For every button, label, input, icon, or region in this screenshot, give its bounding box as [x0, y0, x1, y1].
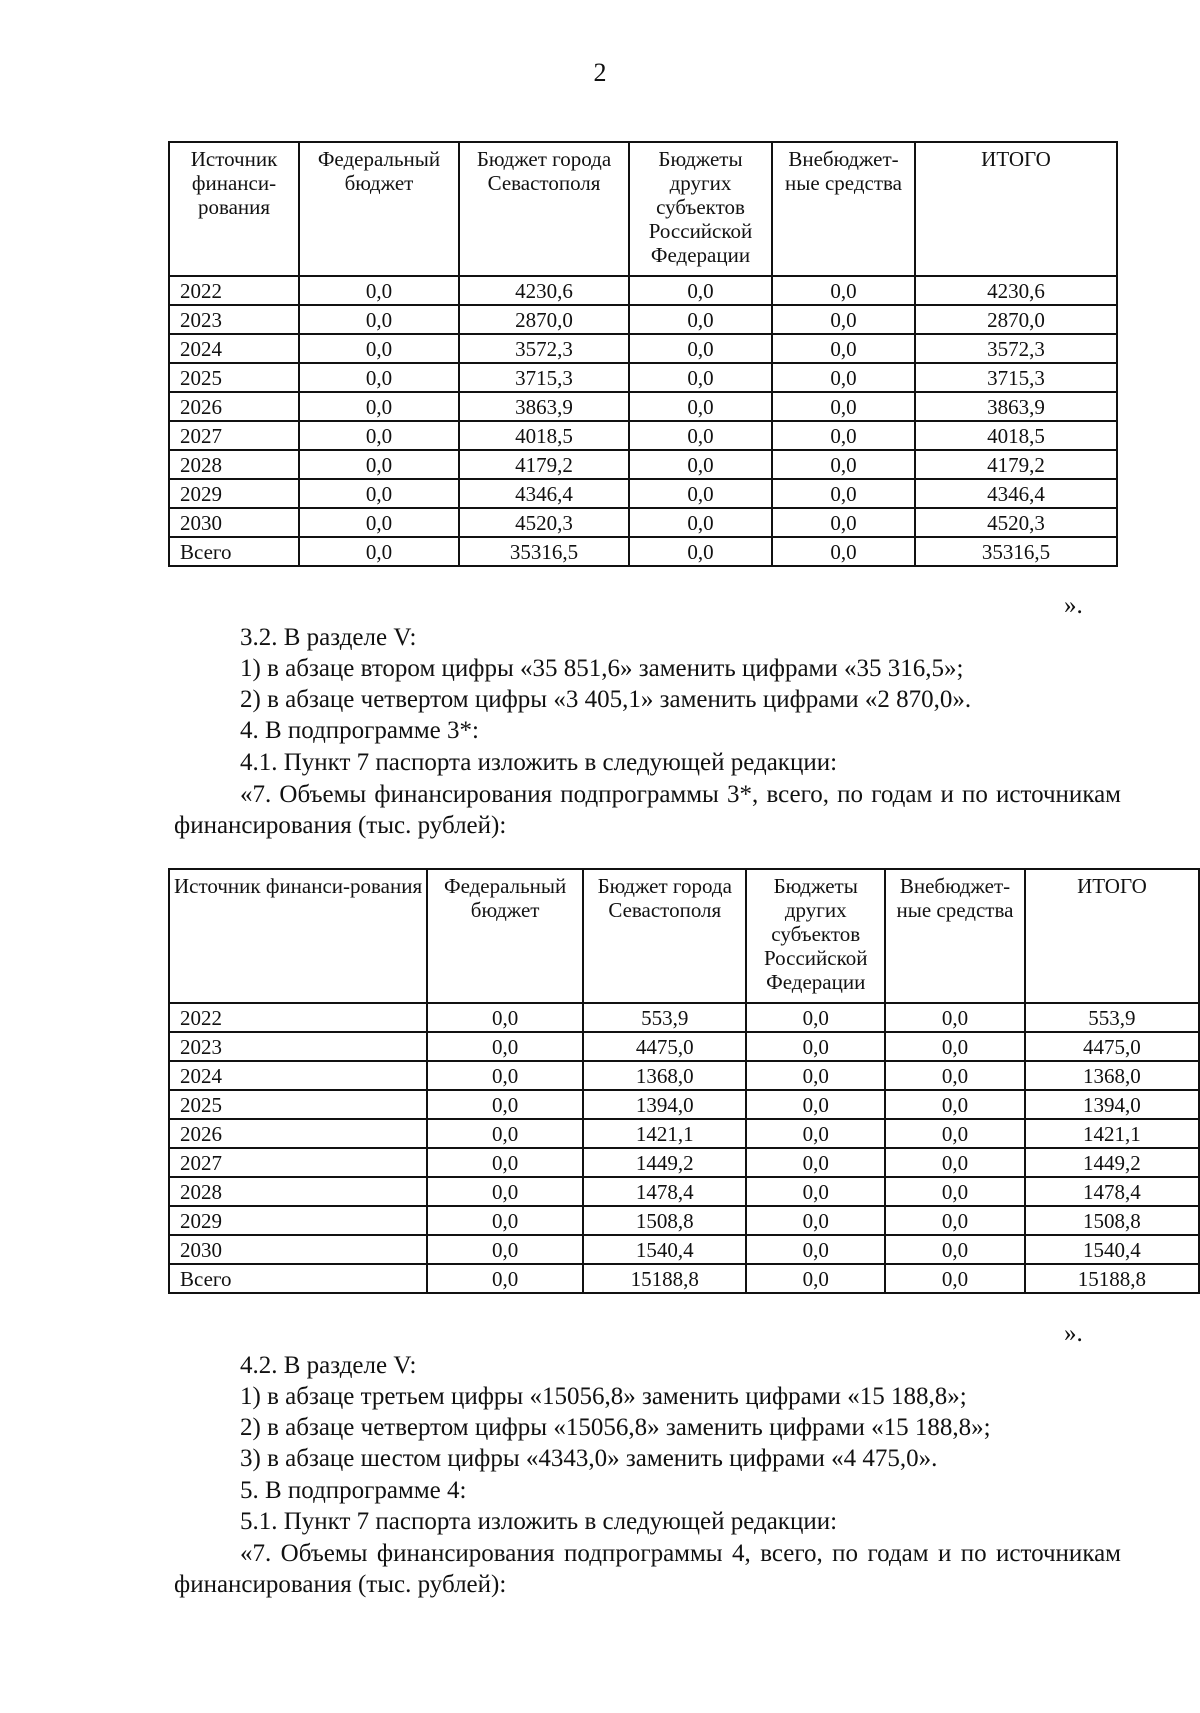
table-cell: 0,0 — [629, 392, 772, 421]
table-cell: 4230,6 — [915, 276, 1117, 305]
financing-table-subprogram-3 — [168, 868, 1200, 1294]
table-row — [169, 1061, 1199, 1090]
header-total: ИТОГО — [1025, 869, 1199, 1003]
table-row — [169, 479, 1117, 508]
header-other-subjects: Бюджеты других субъектов Российской Федерации — [746, 869, 885, 1003]
table-cell: 1368,0 — [1025, 1061, 1199, 1090]
table-row — [169, 450, 1117, 479]
header-federal: Федеральный бюджет — [299, 142, 459, 276]
text-line: 4.2. В разделе V: — [240, 1352, 417, 1379]
table-row — [169, 1177, 1199, 1206]
table-cell: Всего — [169, 537, 299, 566]
table-cell: 2028 — [169, 1177, 427, 1206]
table-cell: 2027 — [169, 1148, 427, 1177]
table-cell: 2870,0 — [459, 305, 629, 334]
table-row — [169, 276, 1117, 305]
table-cell: 0,0 — [427, 1264, 583, 1293]
table-cell: 2022 — [169, 1003, 427, 1032]
table-cell: 2024 — [169, 334, 299, 363]
table-cell: 4475,0 — [583, 1032, 746, 1061]
header-city: Бюджет города Севастополя — [459, 142, 629, 276]
table-cell: 3572,3 — [459, 334, 629, 363]
table-row — [169, 305, 1117, 334]
table-row — [169, 1119, 1199, 1148]
table-cell: 0,0 — [885, 1235, 1025, 1264]
table-row-total — [169, 537, 1117, 566]
table-cell: 0,0 — [299, 276, 459, 305]
paragraph: «7. Объемы финансирования подпрограммы 4, всего, по годам и по источникам финансирования (тыс. рублей): — [174, 1540, 1121, 1598]
table-cell: 1478,4 — [1025, 1177, 1199, 1206]
table-cell: 0,0 — [427, 1206, 583, 1235]
table-cell: 3572,3 — [915, 334, 1117, 363]
table-cell: 2029 — [169, 1206, 427, 1235]
table-cell: 4346,4 — [915, 479, 1117, 508]
table-cell: 2023 — [169, 1032, 427, 1061]
table-cell: 2022 — [169, 276, 299, 305]
table-row — [169, 363, 1117, 392]
table-cell: 4346,4 — [459, 479, 629, 508]
table-cell: 0,0 — [427, 1119, 583, 1148]
table-row — [169, 1090, 1199, 1119]
page-number: 2 — [593, 58, 607, 87]
table-cell: 0,0 — [629, 363, 772, 392]
table-cell: 2030 — [169, 508, 299, 537]
table-cell: 0,0 — [746, 1206, 885, 1235]
table-cell: 4475,0 — [1025, 1032, 1199, 1061]
text-line: 4. В подпрограмме 3*: — [240, 717, 479, 744]
table-cell: 0,0 — [772, 276, 915, 305]
table-cell: 1508,8 — [583, 1206, 746, 1235]
table-cell: 2027 — [169, 421, 299, 450]
table-row — [169, 1148, 1199, 1177]
table-cell: 0,0 — [885, 1177, 1025, 1206]
header-source: Источник финанси-рования — [169, 869, 427, 1003]
table-cell: 0,0 — [299, 305, 459, 334]
table-cell: 0,0 — [629, 305, 772, 334]
table-cell: 0,0 — [885, 1061, 1025, 1090]
table-cell: 0,0 — [746, 1177, 885, 1206]
table-cell: 0,0 — [885, 1148, 1025, 1177]
paragraph: «7. Объемы финансирования подпрограммы 3*, всего, по годам и по источникам финансирования (тыс. рублей): — [174, 781, 1121, 839]
table-cell: 0,0 — [629, 421, 772, 450]
text-line: 1) в абзаце втором цифры «35 851,6» заменить цифрами «35 316,5»; — [240, 655, 964, 682]
table-cell: 0,0 — [885, 1264, 1025, 1293]
table-cell: 0,0 — [772, 537, 915, 566]
table-cell: 3863,9 — [915, 392, 1117, 421]
table-row — [169, 1032, 1199, 1061]
table-cell: 1394,0 — [1025, 1090, 1199, 1119]
table-cell: 0,0 — [746, 1061, 885, 1090]
text-line: 2) в абзаце четвертом цифры «3 405,1» заменить цифрами «2 870,0». — [240, 686, 972, 713]
table-cell: 15188,8 — [583, 1264, 746, 1293]
header-offbudget: Внебюджет-ные средства — [885, 869, 1025, 1003]
table-cell: 0,0 — [772, 334, 915, 363]
table-cell: 2026 — [169, 1119, 427, 1148]
table-cell: 0,0 — [746, 1032, 885, 1061]
table-cell: 0,0 — [427, 1061, 583, 1090]
table-cell: 0,0 — [772, 479, 915, 508]
table-cell: 4018,5 — [915, 421, 1117, 450]
table-cell: 4179,2 — [459, 450, 629, 479]
table-cell: 2025 — [169, 1090, 427, 1119]
table-cell: 0,0 — [299, 508, 459, 537]
table-cell: 2030 — [169, 1235, 427, 1264]
table-row — [169, 334, 1117, 363]
table-cell: 0,0 — [746, 1148, 885, 1177]
table-cell: 1421,1 — [583, 1119, 746, 1148]
table-cell: 0,0 — [746, 1003, 885, 1032]
table-cell: 0,0 — [629, 508, 772, 537]
table-cell: 1478,4 — [583, 1177, 746, 1206]
table-cell: 0,0 — [427, 1235, 583, 1264]
header-total: ИТОГО — [915, 142, 1117, 276]
table-cell: 0,0 — [299, 479, 459, 508]
table-cell: 1449,2 — [583, 1148, 746, 1177]
table-cell: 2870,0 — [915, 305, 1117, 334]
table-cell: 0,0 — [427, 1032, 583, 1061]
table-cell: 0,0 — [885, 1119, 1025, 1148]
table-cell: 15188,8 — [1025, 1264, 1199, 1293]
table-cell: 0,0 — [746, 1119, 885, 1148]
table-cell: 0,0 — [299, 392, 459, 421]
table-cell: 553,9 — [583, 1003, 746, 1032]
table-cell: 0,0 — [772, 450, 915, 479]
table-cell: 1449,2 — [1025, 1148, 1199, 1177]
header-other-subjects: Бюджеты других субъектов Российской Федерации — [629, 142, 772, 276]
closing-quote: ». — [1064, 592, 1083, 619]
table-cell: 0,0 — [629, 450, 772, 479]
table-cell: 2026 — [169, 392, 299, 421]
table-cell: 0,0 — [885, 1032, 1025, 1061]
table-cell: 35316,5 — [459, 537, 629, 566]
financing-table-subprogram-2 — [168, 141, 1118, 567]
text-line: 3.2. В разделе V: — [240, 624, 417, 651]
closing-quote: ». — [1064, 1320, 1083, 1347]
header-source: Источник финанси-рования — [169, 142, 299, 276]
table-cell: 0,0 — [629, 537, 772, 566]
table-row-total — [169, 1264, 1199, 1293]
text-line: 5. В подпрограмме 4: — [240, 1477, 467, 1504]
table-cell: 0,0 — [427, 1148, 583, 1177]
table-cell: 0,0 — [772, 305, 915, 334]
table-row — [169, 392, 1117, 421]
table-cell: 0,0 — [299, 537, 459, 566]
table-row — [169, 421, 1117, 450]
text-line: 1) в абзаце третьем цифры «15056,8» заменить цифрами «15 188,8»; — [240, 1383, 967, 1410]
table-cell: 2029 — [169, 479, 299, 508]
table-row — [169, 1206, 1199, 1235]
table-cell: 2025 — [169, 363, 299, 392]
table-cell: 0,0 — [885, 1206, 1025, 1235]
table-cell: 553,9 — [1025, 1003, 1199, 1032]
table-cell: 0,0 — [746, 1235, 885, 1264]
text-line: 3) в абзаце шестом цифры «4343,0» заменить цифрами «4 475,0». — [240, 1445, 938, 1472]
table-cell: 1394,0 — [583, 1090, 746, 1119]
table-cell: 1421,1 — [1025, 1119, 1199, 1148]
table-cell: 0,0 — [427, 1003, 583, 1032]
table-cell: 0,0 — [629, 479, 772, 508]
table-cell: 0,0 — [772, 392, 915, 421]
table-cell: 0,0 — [427, 1177, 583, 1206]
table-cell: 2024 — [169, 1061, 427, 1090]
table-cell: 0,0 — [772, 508, 915, 537]
text-line: 4.1. Пункт 7 паспорта изложить в следующей редакции: — [240, 749, 838, 776]
table-cell: 3863,9 — [459, 392, 629, 421]
table-cell: 1540,4 — [1025, 1235, 1199, 1264]
table-cell: 0,0 — [299, 450, 459, 479]
text-line: 2) в абзаце четвертом цифры «15056,8» заменить цифрами «15 188,8»; — [240, 1414, 991, 1441]
text-line: 5.1. Пункт 7 паспорта изложить в следующей редакции: — [240, 1508, 838, 1535]
table-cell: 0,0 — [629, 334, 772, 363]
table-cell: 2023 — [169, 305, 299, 334]
header-federal: Федеральный бюджет — [427, 869, 583, 1003]
table-cell: 3715,3 — [459, 363, 629, 392]
table-cell: 0,0 — [746, 1090, 885, 1119]
table-cell: 0,0 — [299, 363, 459, 392]
table-cell: 0,0 — [772, 363, 915, 392]
header-offbudget: Внебюджет-ные средства — [772, 142, 915, 276]
table-row — [169, 1235, 1199, 1264]
table-cell: 0,0 — [629, 276, 772, 305]
table-row — [169, 508, 1117, 537]
table-cell: 0,0 — [885, 1003, 1025, 1032]
table-cell: Всего — [169, 1264, 427, 1293]
table-cell: 35316,5 — [915, 537, 1117, 566]
table-cell: 3715,3 — [915, 363, 1117, 392]
table-cell: 1540,4 — [583, 1235, 746, 1264]
header-city: Бюджет города Севастополя — [583, 869, 746, 1003]
table-cell: 0,0 — [885, 1090, 1025, 1119]
table-cell: 0,0 — [772, 421, 915, 450]
table-cell: 1508,8 — [1025, 1206, 1199, 1235]
table-cell: 4230,6 — [459, 276, 629, 305]
table-cell: 4018,5 — [459, 421, 629, 450]
table-cell: 2028 — [169, 450, 299, 479]
table-row — [169, 1003, 1199, 1032]
table-cell: 0,0 — [427, 1090, 583, 1119]
table-cell: 4520,3 — [915, 508, 1117, 537]
table-cell: 0,0 — [746, 1264, 885, 1293]
table-cell: 1368,0 — [583, 1061, 746, 1090]
table-cell: 0,0 — [299, 334, 459, 363]
table-cell: 0,0 — [299, 421, 459, 450]
table-cell: 4520,3 — [459, 508, 629, 537]
table-cell: 4179,2 — [915, 450, 1117, 479]
